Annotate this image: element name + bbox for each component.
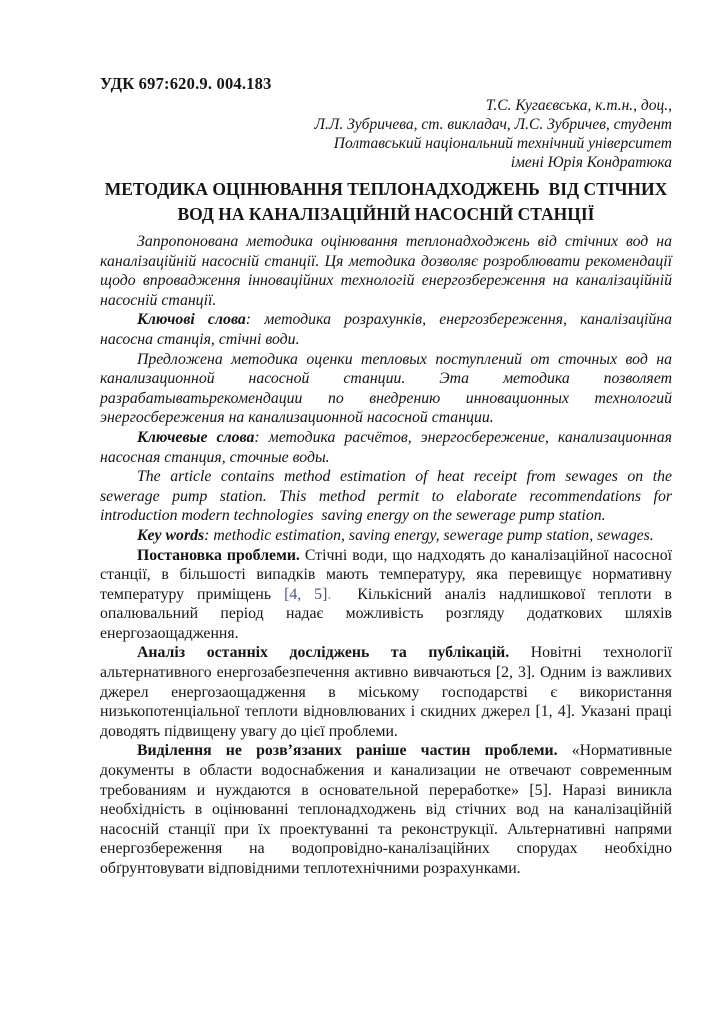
paragraph-analysis-text: Новітні технології альтернативного енергозабезпечення активно вивчаються [2, 3]. Одним із важливих джерел енергозаощадження в міському господарстві є використання низькопотенціальної теплоти відновлюваних і скидних джерел [1, 4]. Указані праці доводять підвищену увагу до цієї проблеми. <box>100 644 672 740</box>
keywords-ukrainian-text: : методика розрахунків, енергозбереження, каналізаційна насосна станція, стічні води. <box>100 311 672 348</box>
author-line-1: Т.С. Кугаєвська, к.т.н., доц., <box>485 97 672 114</box>
abstract-english <box>100 467 672 526</box>
article-title <box>100 177 672 227</box>
keywords-russian <box>100 428 672 467</box>
abstract-russian <box>100 350 672 428</box>
keywords-russian-text: : методика расчётов, энергосбережение, канализационная насосная станция, сточные воды. <box>100 428 672 466</box>
article-title-line-1: МЕТОДИКА ОЦІНЮВАННЯ ТЕПЛОНАДХОДЖЕНЬ ВІД СТІЧНИХ <box>104 179 668 199</box>
udc-code: УДК 697:620.9. 004.183 <box>100 74 272 93</box>
abstract-ukrainian-text: Запропонована методика оцінювання теплонадходжень від стічних вод на каналізаційній насосній станції. Ця методика дозволяє розроблювати рекомендації щодо впровадження інноваційних технологій енергозбереження на каналізаційній насосній станції. <box>100 233 672 309</box>
abstract-ukrainian <box>100 232 672 310</box>
citation-4-5: [4, 5] <box>284 585 328 603</box>
paragraph-problem-heading: Постановка проблеми. <box>137 546 300 564</box>
paragraph-analysis-heading: Аналіз останніх досліджень та публікацій. <box>137 644 510 662</box>
author-line-2: Л.Л. Зубричева, ст. викладач, Л.С. Зубричев, студент <box>314 116 672 133</box>
paragraph-problem-statement <box>100 546 672 644</box>
abstract-russian-text: Предложена методика оценки тепловых поступлений от сточных вод на канализационной насосной станции. Эта методика позволяет разрабатыватьрекомендации по внедрению инновационных технологий энергосбережения на канализационной насосной станции. <box>100 350 672 427</box>
keywords-english <box>100 526 672 546</box>
article-title-line-2: ВОД НА КАНАЛІЗАЦІЙНІЙ НАСОСНІЙ СТАНЦІЇ <box>177 204 595 224</box>
author-block <box>100 96 672 172</box>
keywords-ukrainian-label: Ключові слова <box>137 311 246 329</box>
citation-period: . <box>327 585 332 603</box>
affiliation-line-2: імені Юрія Кондратюка <box>510 154 672 171</box>
affiliation-line-1: Полтавський національний технічний університет <box>333 135 672 152</box>
keywords-russian-label: Ключевые слова <box>137 428 255 446</box>
keywords-english-label: Key words <box>137 526 205 544</box>
page-content <box>100 73 672 879</box>
paragraph-unsolved-parts <box>100 741 672 878</box>
abstract-english-text: The article contains method estimation of heat receipt from sewages on the sewerage pump station. This method permit to elaborate recommendations for introduction modern technologies saving energy on the sewerage pump station. <box>100 468 672 525</box>
paragraph-problem-text-1: Стічні води, що надходять до каналізаційної насосної станції, в більшості випадків мають температуру, яка перевищує нормативну температуру приміщень <box>100 546 673 603</box>
paragraph-analysis <box>100 643 672 741</box>
paragraph-problem-text-2: Кількісний аналіз надлишкової теплоти в опалювальний період надає можливість розгляду додаткових шляхів енергозаощадження. <box>100 585 672 642</box>
paragraph-unsolved-text: «Нормативные документы в области водоснабжения и канализации не отвечают современным требованиям и нуждаются в основательной переработке» [5]. Наразі виникла необхідність в оцінюванні теплонадходжень від стічних вод на каналізаційній насосній станції при їх проектуванні та реконструкції. Альтернативні напрями енергозбереження на водопровідно-каналізаційних спорудах необхідно обґрунтовувати відповідними теплотехнічними розрахунками. <box>100 742 673 877</box>
keywords-ukrainian <box>100 310 672 349</box>
keywords-english-text: : methodic estimation, saving energy, sewerage pump station, sewages. <box>204 526 654 544</box>
paragraph-unsolved-heading: Виділення не розв’язаних раніше частин проблеми. <box>137 742 558 760</box>
